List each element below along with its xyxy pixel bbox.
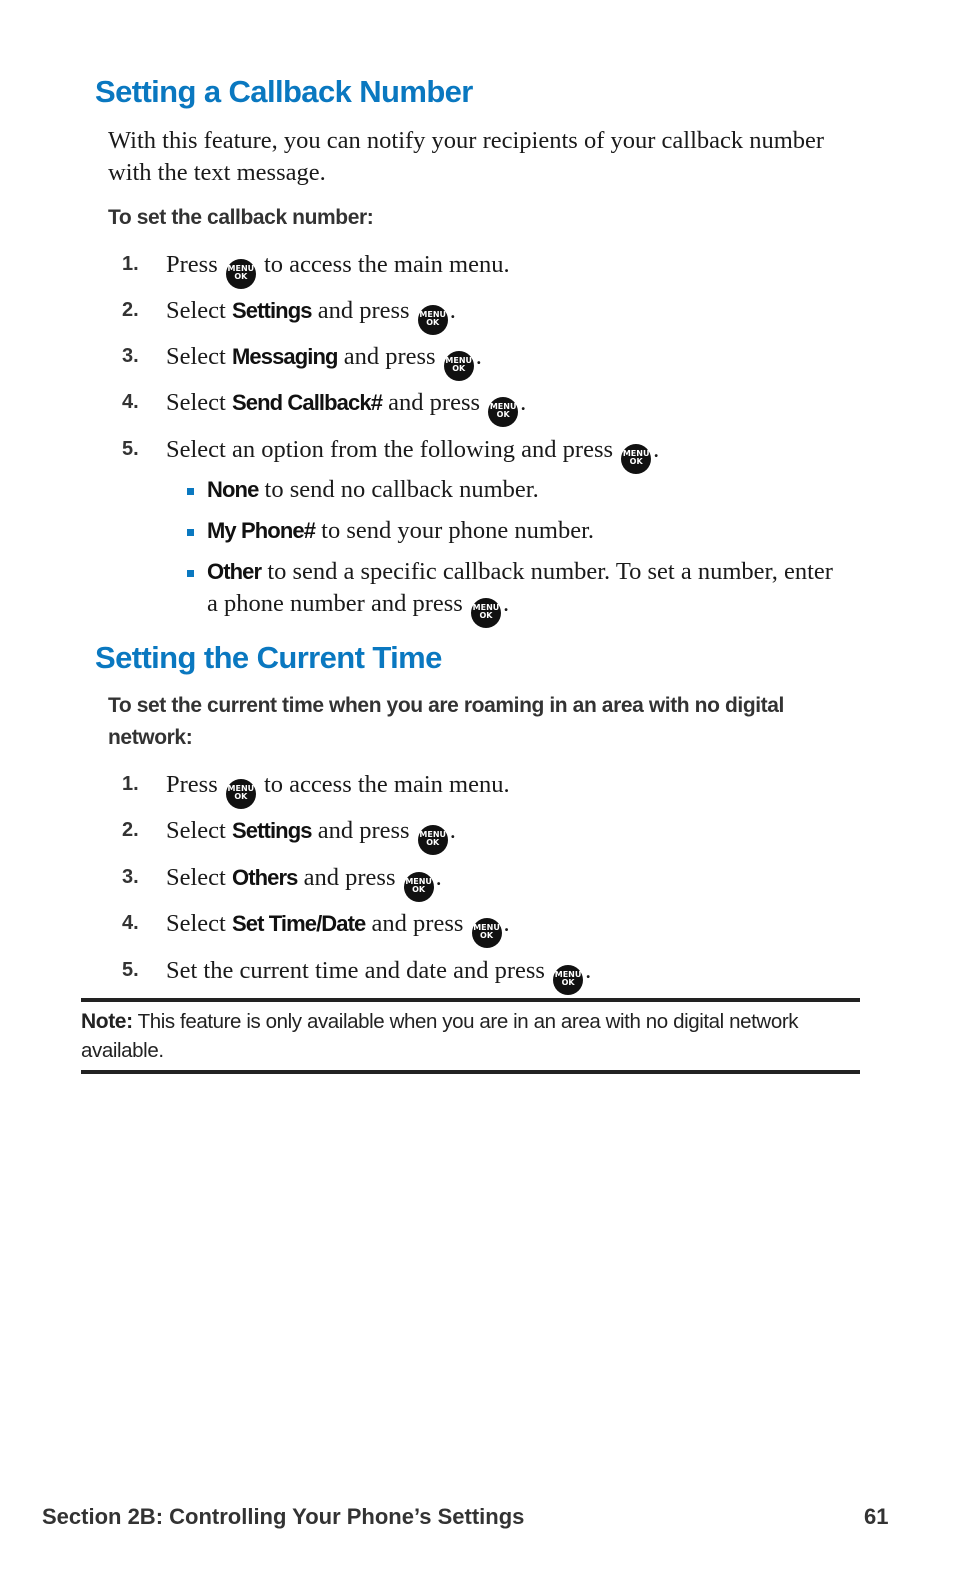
menu-ok-key-icon: MENU OK	[553, 965, 583, 995]
step-number: 2.	[122, 819, 139, 841]
procedure-lead: To set the current time when you are roaming in an area with no digital network:	[108, 694, 784, 749]
option-text: Other to send a specific callback number. To set a number, enter a phone number and press MENU OK .	[207, 556, 837, 628]
bullet-square-icon	[187, 488, 194, 495]
step-text: Set the current time and date and press MENU OK .	[166, 955, 591, 995]
step-text: Select Settings and press MENU OK .	[166, 295, 456, 335]
step-number: 3.	[122, 345, 139, 367]
step-text: Select an option from the following and press MENU OK .	[166, 434, 659, 474]
section-heading-current-time: Setting the Current Time	[95, 640, 442, 675]
menu-keyword: Set Time/Date	[232, 911, 366, 936]
section-heading-callback: Setting a Callback Number	[95, 74, 473, 109]
note-label: Note:	[81, 1010, 133, 1033]
bullet-square-icon	[187, 570, 194, 577]
menu-ok-key-icon: MENU OK	[404, 872, 434, 902]
intro-paragraph: With this feature, you can notify your recipients of your callback number with the text message.	[108, 127, 825, 186]
step-text: Select Messaging and press MENU OK .	[166, 341, 482, 381]
step-5	[0, 955, 954, 989]
menu-keyword: Others	[232, 865, 298, 890]
step-text: Select Others and press MENU OK .	[166, 862, 442, 902]
step-3	[0, 341, 954, 375]
procedure-lead: To set the callback number:	[108, 206, 374, 229]
step-number: 2.	[122, 299, 139, 321]
step-number: 1.	[122, 773, 139, 795]
note-box	[81, 1007, 860, 1065]
step-3	[0, 862, 954, 896]
menu-keyword: Settings	[232, 298, 312, 323]
step-number: 3.	[122, 866, 139, 888]
step-text: Select Send Callback# and press MENU OK .	[166, 387, 526, 427]
step-2	[0, 295, 954, 329]
step-number: 1.	[122, 253, 139, 275]
step-number: 5.	[122, 438, 139, 460]
note-text: This feature is only available when you are in an area with no digital network available.	[81, 1010, 799, 1062]
option-text: My Phone# to send your phone number.	[207, 517, 595, 544]
menu-ok-key-icon: MENU OK	[472, 918, 502, 948]
step-4	[0, 387, 954, 421]
menu-keyword: Messaging	[232, 344, 338, 369]
menu-ok-key-icon: MENU OK	[471, 598, 501, 628]
menu-ok-key-icon: MENU OK	[226, 779, 256, 809]
menu-keyword: Send Callback#	[232, 390, 383, 415]
menu-keyword: Settings	[232, 818, 312, 843]
menu-ok-key-icon: MENU OK	[621, 444, 651, 474]
step-2	[0, 815, 954, 849]
menu-ok-key-icon: MENU OK	[488, 397, 518, 427]
menu-ok-key-icon: MENU OK	[418, 825, 448, 855]
step-number: 5.	[122, 959, 139, 981]
step-1	[0, 249, 954, 283]
bullet-square-icon	[187, 529, 194, 536]
menu-ok-key-icon: MENU OK	[226, 259, 256, 289]
note-top-rule	[81, 998, 860, 1002]
step-5	[0, 434, 954, 468]
step-4	[0, 908, 954, 942]
step-number: 4.	[122, 391, 139, 413]
footer-section-title: Section 2B: Controlling Your Phone’s Settings	[42, 1504, 525, 1529]
step-text: Select Set Time/Date and press MENU OK .	[166, 908, 510, 948]
step-text: Select Settings and press MENU OK .	[166, 815, 456, 855]
note-bottom-rule	[81, 1070, 860, 1074]
option-text: None to send no callback number.	[207, 476, 539, 503]
step-text: Press MENU OK to access the main menu.	[166, 249, 510, 289]
menu-ok-key-icon: MENU OK	[444, 351, 474, 381]
step-text: Press MENU OK to access the main menu.	[166, 769, 510, 809]
menu-ok-key-icon: MENU OK	[418, 305, 448, 335]
step-1	[0, 769, 954, 803]
step-number: 4.	[122, 912, 139, 934]
page-number: 61	[864, 1504, 889, 1529]
